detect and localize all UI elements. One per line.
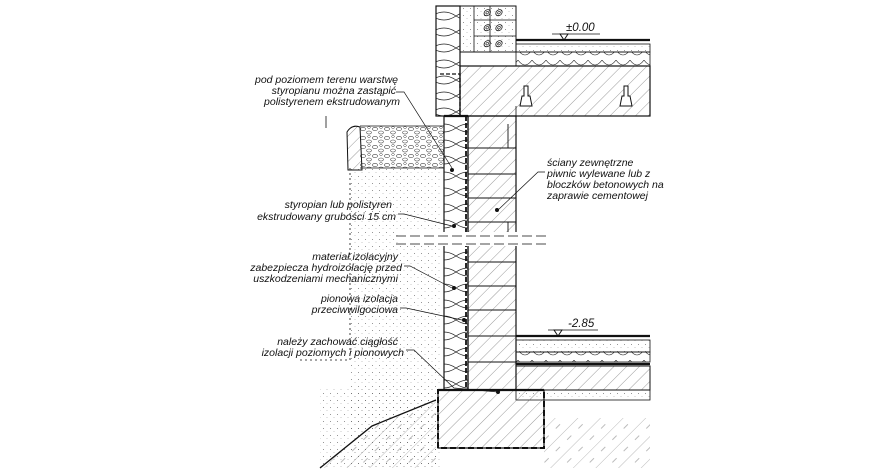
svg-text:zaprawie cementowej <box>546 190 649 202</box>
svg-text:⊚ ⊚: ⊚ ⊚ <box>482 38 503 50</box>
insulation-upper <box>436 6 460 116</box>
svg-text:⊚ ⊚: ⊚ ⊚ <box>482 22 503 34</box>
annotation-line: bloczków betonowych na <box>547 179 664 191</box>
annotation-line: pod poziomem terenu warstwę <box>255 74 398 86</box>
level-label-bottom: -2.85 <box>568 318 595 330</box>
svg-text:styropian lub polistyren <box>285 199 393 211</box>
annotation-line: izolacji poziomych i pionowych <box>261 347 404 359</box>
footing <box>438 390 544 448</box>
annotation-line: należy zachować ciągłość <box>277 336 398 348</box>
annotation-line: ściany zewnętrzne <box>547 157 634 169</box>
annotation-line: zabezpiecza hydroizolację przed <box>250 262 402 274</box>
level-label-top: ±0.00 <box>566 22 595 34</box>
annotation-line: materiał izolacyjny <box>312 251 398 263</box>
annotation-line: polistyrenem ekstrudowanym <box>264 96 400 108</box>
insulation-lower <box>444 116 468 390</box>
svg-text:izolacji poziomych i pionowych <box>262 347 405 359</box>
annotation-basement-walls <box>495 157 664 212</box>
annotation-line: ekstrudowany grubości 15 cm <box>257 211 396 223</box>
basement-wall <box>466 116 516 390</box>
annotation-line: pionowa izolacja <box>320 293 398 305</box>
annotation-line: styropianu można zastąpić <box>271 85 396 97</box>
svg-text:ekstrudowany grubości 15 cm <box>257 211 396 223</box>
gravel-drainage-layer <box>360 126 444 168</box>
break-line <box>396 232 548 246</box>
svg-text:przeciwwilgociowa <box>311 304 399 316</box>
annotation-line: uszkodzeniami mechanicznymi <box>253 273 398 285</box>
ground-floor-wall <box>460 6 516 52</box>
level-marker-top <box>552 22 600 40</box>
svg-text:uszkodzeniami mechanicznymi <box>253 273 398 285</box>
annotation-line: piwnic wylewane lub z <box>547 168 651 180</box>
annotation-line: styropian lub polistyren <box>284 199 392 211</box>
annotation-line: zaprawie cementowej <box>547 190 648 202</box>
curb-stone <box>347 126 362 170</box>
svg-text:polistyrenem ekstrudowanym <box>263 96 400 108</box>
annotation-line: przeciwwilgociowa <box>311 304 398 316</box>
level-marker-bottom <box>548 318 598 336</box>
svg-text:⊚ ⊚: ⊚ ⊚ <box>482 7 503 19</box>
